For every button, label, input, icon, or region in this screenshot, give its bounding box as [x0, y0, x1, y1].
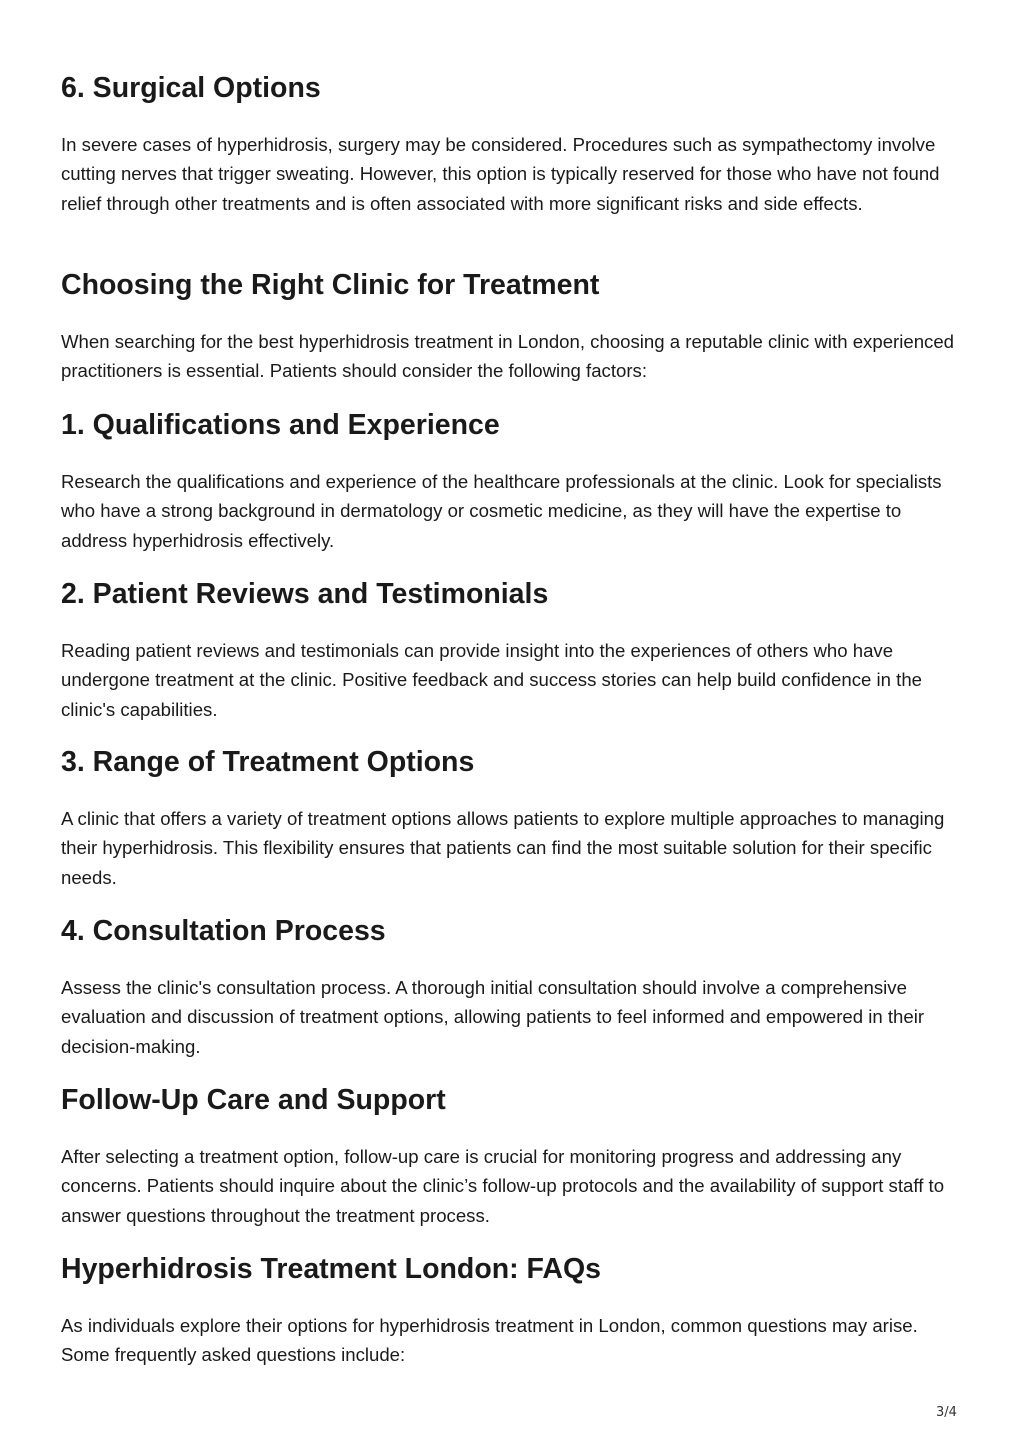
section-heading: 1. Qualifications and Experience — [61, 409, 500, 441]
section-heading: 6. Surgical Options — [61, 72, 321, 104]
section-body: In severe cases of hyperhidrosis, surgery may be considered. Procedures such as sympathectomy involve cutting nerves that trigger sweating. However, this option is typically reserved for those who have not found relief through other treatments and is often associated with more significant risks and side effects. — [61, 134, 940, 214]
section-heading: 3. Range of Treatment Options — [61, 746, 475, 778]
section-body: As individuals explore their options for hyperhidrosis treatment in London, common questions may arise. Some frequently asked questions include: — [61, 1315, 918, 1366]
section-body: Reading patient reviews and testimonials can provide insight into the experiences of others who have undergone treatment at the clinic. Positive feedback and success stories can help build confidence in the clinic's capabilities. — [61, 640, 922, 720]
section-body: A clinic that offers a variety of treatment options allows patients to explore multiple approaches to managing their hyperhidrosis. This flexibility ensures that patients can find the most suitable solution for their specific needs. — [61, 808, 945, 888]
section-surgical-options — [61, 71, 966, 218]
section-heading: Choosing the Right Clinic for Treatment — [61, 269, 600, 301]
section-patient-reviews — [61, 577, 966, 724]
section-heading: Hyperhidrosis Treatment London: FAQs — [61, 1253, 601, 1285]
section-body: After selecting a treatment option, follow-up care is crucial for monitoring progress and addressing any concerns. Patients should inquire about the clinic’s follow-up protocols and the availability of support staff to answer questions throughout the treatment process. — [61, 1146, 945, 1226]
section-choosing-clinic — [61, 268, 966, 386]
section-faqs — [61, 1252, 966, 1370]
section-body: When searching for the best hyperhidrosis treatment in London, choosing a reputable clinic with experienced practitioners is essential. Patients should consider the following factors: — [61, 331, 955, 382]
page-number: 3/4 — [936, 1405, 957, 1420]
section-heading: 2. Patient Reviews and Testimonials — [61, 578, 549, 610]
section-qualifications — [61, 408, 966, 555]
section-heading: Follow-Up Care and Support — [61, 1084, 446, 1116]
section-body: Research the qualifications and experience of the healthcare professionals at the clinic. Look for specialists who have a strong background in dermatology or cosmetic medicine, as they will have the expertise to address hyperhidrosis effectively. — [61, 471, 942, 551]
section-follow-up-care — [61, 1083, 966, 1230]
section-heading: 4. Consultation Process — [61, 915, 386, 947]
section-body: Assess the clinic's consultation process. A thorough initial consultation should involve a comprehensive evaluation and discussion of treatment options, allowing patients to feel informed and empowered in their decision-making. — [61, 977, 925, 1057]
section-treatment-range — [61, 745, 966, 892]
section-consultation-process — [61, 914, 966, 1061]
